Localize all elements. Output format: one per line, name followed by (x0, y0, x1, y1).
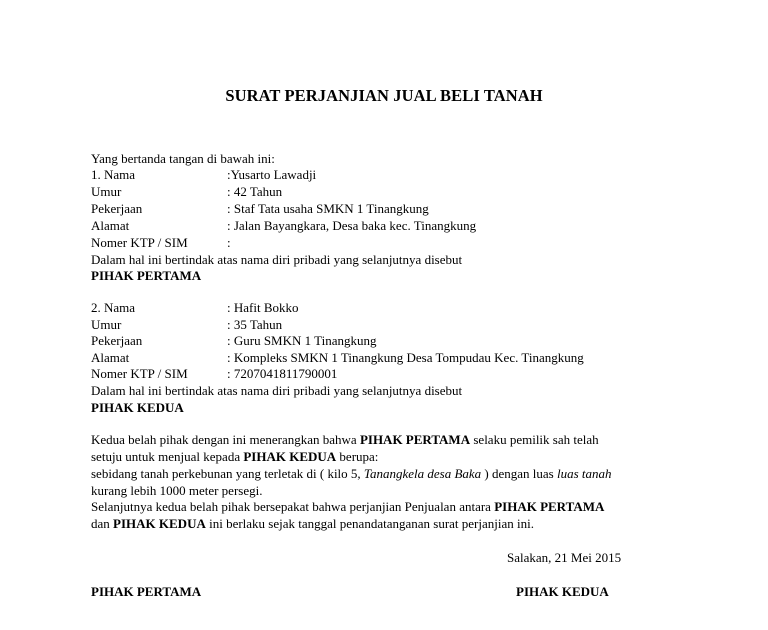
signature-label-left: PIHAK PERTAMA (91, 584, 202, 599)
party2-age-row (91, 317, 282, 333)
body-party1-ref: PIHAK PERTAMA (494, 499, 605, 514)
party2-acting-text: Dalam hal ini bertindak atas nama diri pribadi yang selanjutnya disebut (91, 383, 463, 398)
body-text: ) dengan luas (481, 466, 557, 481)
body-line-5 (91, 499, 604, 515)
body-party2-ref: PIHAK KEDUA (113, 516, 206, 531)
body-line-2 (91, 449, 378, 465)
body-text: Selanjutnya kedua belah pihak bersepakat bahwa perjanjian Penjualan antara (91, 499, 495, 514)
party2-age-value: : 35 Tahun (227, 317, 283, 332)
body-location: Tanangkela desa Baka (363, 466, 482, 481)
party1-age-row (91, 184, 282, 200)
party1-job-row (91, 201, 429, 217)
place-date: Salakan, 21 Mei 2015 (507, 550, 622, 565)
party2-name-label: 2. Nama (91, 300, 136, 315)
body-text: berupa: (336, 449, 379, 464)
party2-designation: PIHAK KEDUA (91, 400, 184, 415)
body-party2-ref: PIHAK KEDUA (243, 449, 337, 464)
body-text: dan (91, 516, 114, 531)
party2-id-label: Nomer KTP / SIM (91, 366, 188, 381)
party2-address-value: : Kompleks SMKN 1 Tinangkung Desa Tompudau Kec. Tinangkung (227, 350, 584, 365)
party2-id-value: : 7207041811790001 (227, 366, 338, 381)
party1-name-row (91, 167, 316, 183)
party2-address-label: Alamat (91, 350, 130, 365)
party2-id-row (91, 366, 337, 382)
document-title: SURAT PERJANJIAN JUAL BELI TANAH (225, 86, 543, 105)
party1-id-label: Nomer KTP / SIM (91, 235, 188, 250)
intro-text: Yang bertanda tangan di bawah ini: (91, 151, 275, 166)
body-text: Kedua belah pihak dengan ini menerangkan bahwa (91, 432, 360, 447)
body-text: ini berlaku sejak tanggal penandatanganan surat perjanjian ini. (205, 516, 534, 531)
party1-job-value: : Staf Tata usaha SMKN 1 Tinangkung (227, 201, 429, 216)
body-text: setuju untuk menjual kepada (91, 449, 244, 464)
body-line-3 (91, 466, 612, 482)
party1-age-value: : 42 Tahun (227, 184, 283, 199)
party1-address-value: : Jalan Bayangkara, Desa baka kec. Tinangkung (227, 218, 477, 233)
body-text: sebidang tanah perkebunan yang terletak di ( kilo 5, (91, 466, 364, 481)
party2-address-row (91, 350, 584, 366)
body-line-6 (91, 516, 534, 532)
party1-id-value: : (227, 235, 231, 250)
body-party1-ref: PIHAK PERTAMA (359, 432, 471, 447)
signature-label-right: PIHAK KEDUA (516, 584, 609, 599)
party1-job-label: Pekerjaan (91, 201, 143, 216)
party1-acting-text: Dalam hal ini bertindak atas nama diri pribadi yang selanjutnya disebut (91, 252, 463, 267)
party2-name-row (91, 300, 299, 316)
party1-id-row (91, 235, 231, 251)
party1-name-label: 1. Nama (91, 167, 136, 182)
party2-job-value: : Guru SMKN 1 Tinangkung (227, 333, 377, 348)
party1-address-row (91, 218, 476, 234)
body-line-1 (91, 432, 599, 448)
party1-name-value: :Yusarto Lawadji (227, 167, 317, 182)
body-line-4: kurang lebih 1000 meter persegi. (91, 483, 263, 498)
party1-age-label: Umur (91, 184, 122, 199)
body-text: selaku pemilik sah telah (470, 432, 599, 447)
party1-designation: PIHAK PERTAMA (91, 268, 202, 283)
party2-job-label: Pekerjaan (91, 333, 143, 348)
party2-job-row (91, 333, 377, 349)
party2-name-value: : Hafit Bokko (227, 300, 299, 315)
party2-age-label: Umur (91, 317, 122, 332)
body-area: luas tanah (556, 466, 612, 481)
party1-address-label: Alamat (91, 218, 130, 233)
